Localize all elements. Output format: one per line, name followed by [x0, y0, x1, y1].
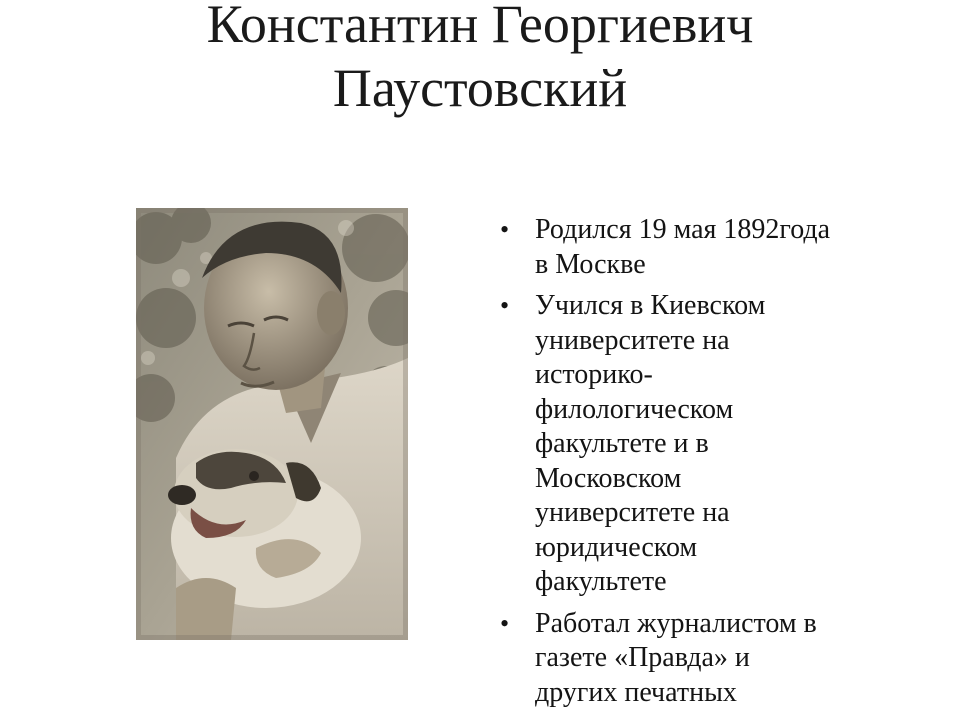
bullet-marker: •: [500, 291, 510, 320]
bullet-item: [492, 289, 952, 600]
page-title: [0, 0, 960, 120]
title-line-2: Паустовский: [332, 58, 628, 118]
bullet-marker: •: [500, 608, 510, 638]
bullet-text: Родился 19 мая 1892года в Москве: [535, 214, 831, 280]
title-line-1: Константин Георгиевич: [206, 0, 754, 54]
portrait-photo: [136, 208, 408, 640]
bullet-text: Работал журналистом в газете «Правда» и других печатных: [535, 607, 817, 708]
bullet-list: [492, 213, 952, 717]
portrait-photo-image: [136, 208, 408, 640]
bullet-item: [492, 213, 952, 282]
bullet-text: Учился в Киевском университете на историко- филологическом факультете и в Московском университете на юридическом факультете: [535, 290, 766, 597]
bullet-marker: •: [500, 215, 510, 244]
bullet-item: [492, 607, 952, 711]
